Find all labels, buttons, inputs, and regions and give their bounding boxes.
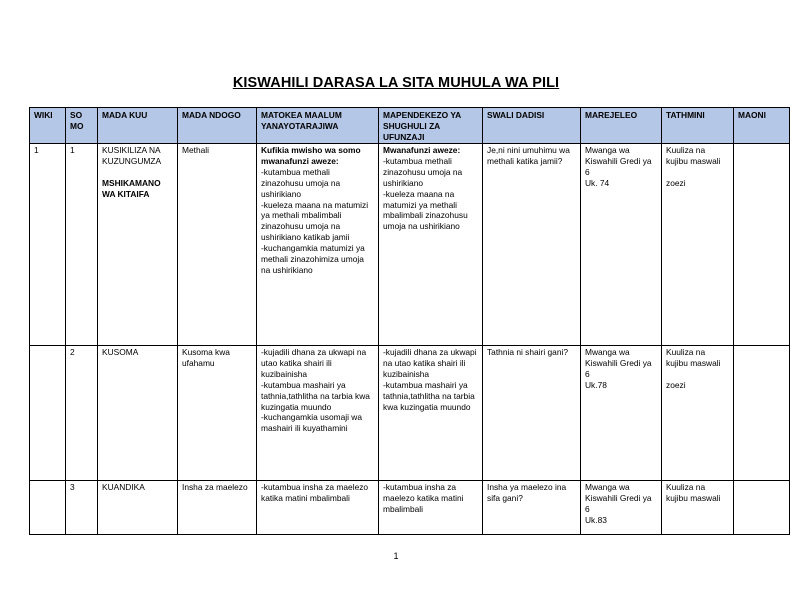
page-number: 1 bbox=[393, 551, 399, 561]
cell-swali-dadisi: Insha ya maelezo ina sifa gani? bbox=[483, 481, 581, 535]
header-tathmini: TATHMINI bbox=[662, 108, 734, 144]
cell-mada-kuu bbox=[98, 144, 178, 346]
header-marejeleo: MAREJELEO bbox=[581, 108, 662, 144]
mapendekezo-heading: Mwanafunzi aweze: bbox=[383, 145, 461, 155]
cell-wiki: 1 bbox=[30, 144, 66, 346]
matokea-heading: Kufikia mwisho wa somo mwanafunzi aweze: bbox=[261, 145, 361, 166]
mada-kuu-text: KUSIKILIZA NA KUZUNGUMZA bbox=[102, 145, 162, 166]
cell-mapendekezo bbox=[379, 144, 483, 346]
table-header-row bbox=[30, 108, 790, 144]
cell-tathmini: Kuuliza na kujibu maswali bbox=[662, 481, 734, 535]
cell-marejeleo: Mwanga wa Kiswahili Gredi ya 6 Uk. 74 bbox=[581, 144, 662, 346]
header-somo: SO MO bbox=[66, 108, 98, 144]
cell-tathmini: Kuuliza na kujibu maswali zoezi bbox=[662, 346, 734, 481]
mapendekezo-text: -kutambua methali zinazohusu umoja na ushirikiano -kueleza maana na matumizi ya methali mbalimbali zinazohusu umoja na ushirikiano bbox=[383, 155, 468, 232]
cell-matokea: -kujadili dhana za ukwapi na utao katika shairi ili kuzibainisha -kutambua mashairi ya tathnia,tathlitha na tarbia kwa kuzingatia muundo -kuchangamkia usomaji wa mashairi ili kuyathamini bbox=[257, 346, 379, 481]
cell-maoni bbox=[734, 144, 790, 346]
cell-mapendekezo: -kutambua insha za maelezo katika matini mbalimbali bbox=[379, 481, 483, 535]
mada-kuu-subtitle: MSHIKAMANO WA KITAIFA bbox=[102, 177, 161, 199]
header-mada-ndogo: MADA NDOGO bbox=[178, 108, 257, 144]
cell-maoni bbox=[734, 481, 790, 535]
document-title: KISWAHILI DARASA LA SITA MUHULA WA PILI bbox=[232, 75, 560, 91]
cell-mapendekezo: -kujadili dhana za ukwapi na utao katika shairi ili kuzibainisha -kutambua mashairi ya tathnia,tathlitha na tarbia kwa kuzingatia muundo bbox=[379, 346, 483, 481]
cell-matokea: -kutambua insha za maelezo katika matini mbalimbali bbox=[257, 481, 379, 535]
cell-somo: 1 bbox=[66, 144, 98, 346]
header-matokea: MATOKEA MAALUM YANAYOTARAJIWA bbox=[257, 108, 379, 144]
table-row bbox=[30, 481, 790, 535]
cell-mada-kuu: KUSOMA bbox=[98, 346, 178, 481]
cell-somo: 3 bbox=[66, 481, 98, 535]
header-mada-kuu: MADA KUU bbox=[98, 108, 178, 144]
cell-mada-kuu: KUANDIKA bbox=[98, 481, 178, 535]
cell-somo: 2 bbox=[66, 346, 98, 481]
cell-maoni bbox=[734, 346, 790, 481]
cell-matokea bbox=[257, 144, 379, 346]
header-swali-dadisi: SWALI DADISI bbox=[483, 108, 581, 144]
cell-swali-dadisi: Tathnia ni shairi gani? bbox=[483, 346, 581, 481]
cell-mada-ndogo: Insha za maelezo bbox=[178, 481, 257, 535]
header-wiki: WIKI bbox=[30, 108, 66, 144]
scheme-of-work-table bbox=[29, 107, 790, 535]
cell-mada-ndogo: Methali bbox=[178, 144, 257, 346]
cell-marejeleo: Mwanga wa Kiswahili Gredi ya 6 Uk.78 bbox=[581, 346, 662, 481]
cell-swali-dadisi: Je,ni nini umuhimu wa methali katika jamii? bbox=[483, 144, 581, 346]
matokea-text: -kutambua methali zinazohusu umoja na ushirikiano -kueleza maana na matumizi ya methali mbalimbali zinazohusu umoja na ushirikiano katikab jamii -kuchangamkia matumizi ya methali zinazohimiza umoja na ushirikiano bbox=[261, 166, 369, 275]
header-maoni: MAONI bbox=[734, 108, 790, 144]
cell-tathmini: Kuuliza na kujibu maswali zoezi bbox=[662, 144, 734, 346]
cell-wiki bbox=[30, 481, 66, 535]
table-row bbox=[30, 144, 790, 346]
header-mapendekezo: MAPENDEKEZO YA SHUGHULI ZA UFUNZAJI bbox=[379, 108, 483, 144]
cell-marejeleo: Mwanga wa Kiswahili Gredi ya 6 Uk.83 bbox=[581, 481, 662, 535]
cell-mada-ndogo: Kusoma kwa ufahamu bbox=[178, 346, 257, 481]
table-row bbox=[30, 346, 790, 481]
cell-wiki bbox=[30, 346, 66, 481]
